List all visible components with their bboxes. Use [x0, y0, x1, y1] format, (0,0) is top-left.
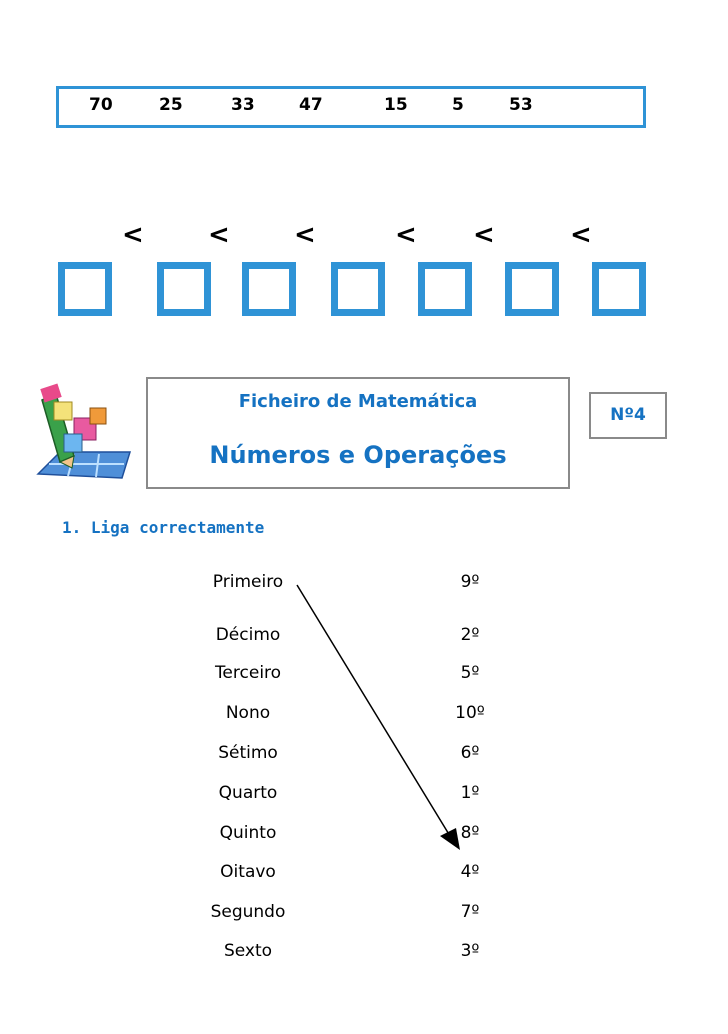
answer-box[interactable] [418, 262, 472, 316]
ordinal-number[interactable]: 3º [460, 941, 480, 961]
ordinal-number[interactable]: 8º [460, 823, 480, 843]
ordinal-word[interactable]: Nono [225, 703, 271, 723]
number-item: 70 [89, 95, 113, 115]
ordinal-number[interactable]: 5º [460, 663, 480, 683]
ordinal-word[interactable]: Décimo [215, 625, 281, 645]
page-title: Ficheiro de Matemática [238, 391, 478, 412]
number-item: 5 [452, 95, 464, 115]
number-item: 33 [231, 95, 255, 115]
less-than-symbol: < [473, 220, 495, 250]
answer-box[interactable] [505, 262, 559, 316]
less-than-symbol: < [122, 220, 144, 250]
answer-box[interactable] [157, 262, 211, 316]
ordinal-word[interactable]: Quarto [218, 783, 278, 803]
ordinal-word[interactable]: Primeiro [212, 572, 284, 592]
ordinal-number[interactable]: 1º [460, 783, 480, 803]
ordinal-number[interactable]: 6º [460, 743, 480, 763]
numbers-box [56, 86, 646, 128]
answer-box[interactable] [242, 262, 296, 316]
ordinal-number[interactable]: 4º [460, 862, 480, 882]
ordinal-word[interactable]: Sexto [223, 941, 273, 961]
ordinal-word[interactable]: Sétimo [218, 743, 278, 763]
less-than-symbol: < [294, 220, 316, 250]
number-item: 25 [159, 95, 183, 115]
title-box [146, 377, 570, 489]
less-than-symbol: < [208, 220, 230, 250]
sheet-number-badge: Nº4 [589, 392, 667, 439]
page-subtitle: Números e Operações [209, 441, 507, 469]
ordinal-word[interactable]: Oitavo [220, 862, 276, 882]
less-than-symbol: < [570, 220, 592, 250]
ordinal-number[interactable]: 2º [460, 625, 480, 645]
exercise-instruction: 1. Liga correctamente [62, 518, 265, 537]
number-item: 15 [384, 95, 408, 115]
answer-box[interactable] [331, 262, 385, 316]
ordinal-word[interactable]: Terceiro [214, 663, 282, 683]
number-item: 47 [299, 95, 323, 115]
ordinal-number[interactable]: 7º [460, 902, 480, 922]
less-than-symbol: < [395, 220, 417, 250]
answer-box[interactable] [58, 262, 112, 316]
ordinal-number[interactable]: 10º [455, 703, 485, 723]
ordinal-word[interactable]: Segundo [210, 902, 286, 922]
pencil-blocks-icon [34, 378, 134, 482]
ordinal-number[interactable]: 9º [460, 572, 480, 592]
answer-box[interactable] [592, 262, 646, 316]
number-item: 53 [509, 95, 533, 115]
ordinal-word[interactable]: Quinto [219, 823, 277, 843]
